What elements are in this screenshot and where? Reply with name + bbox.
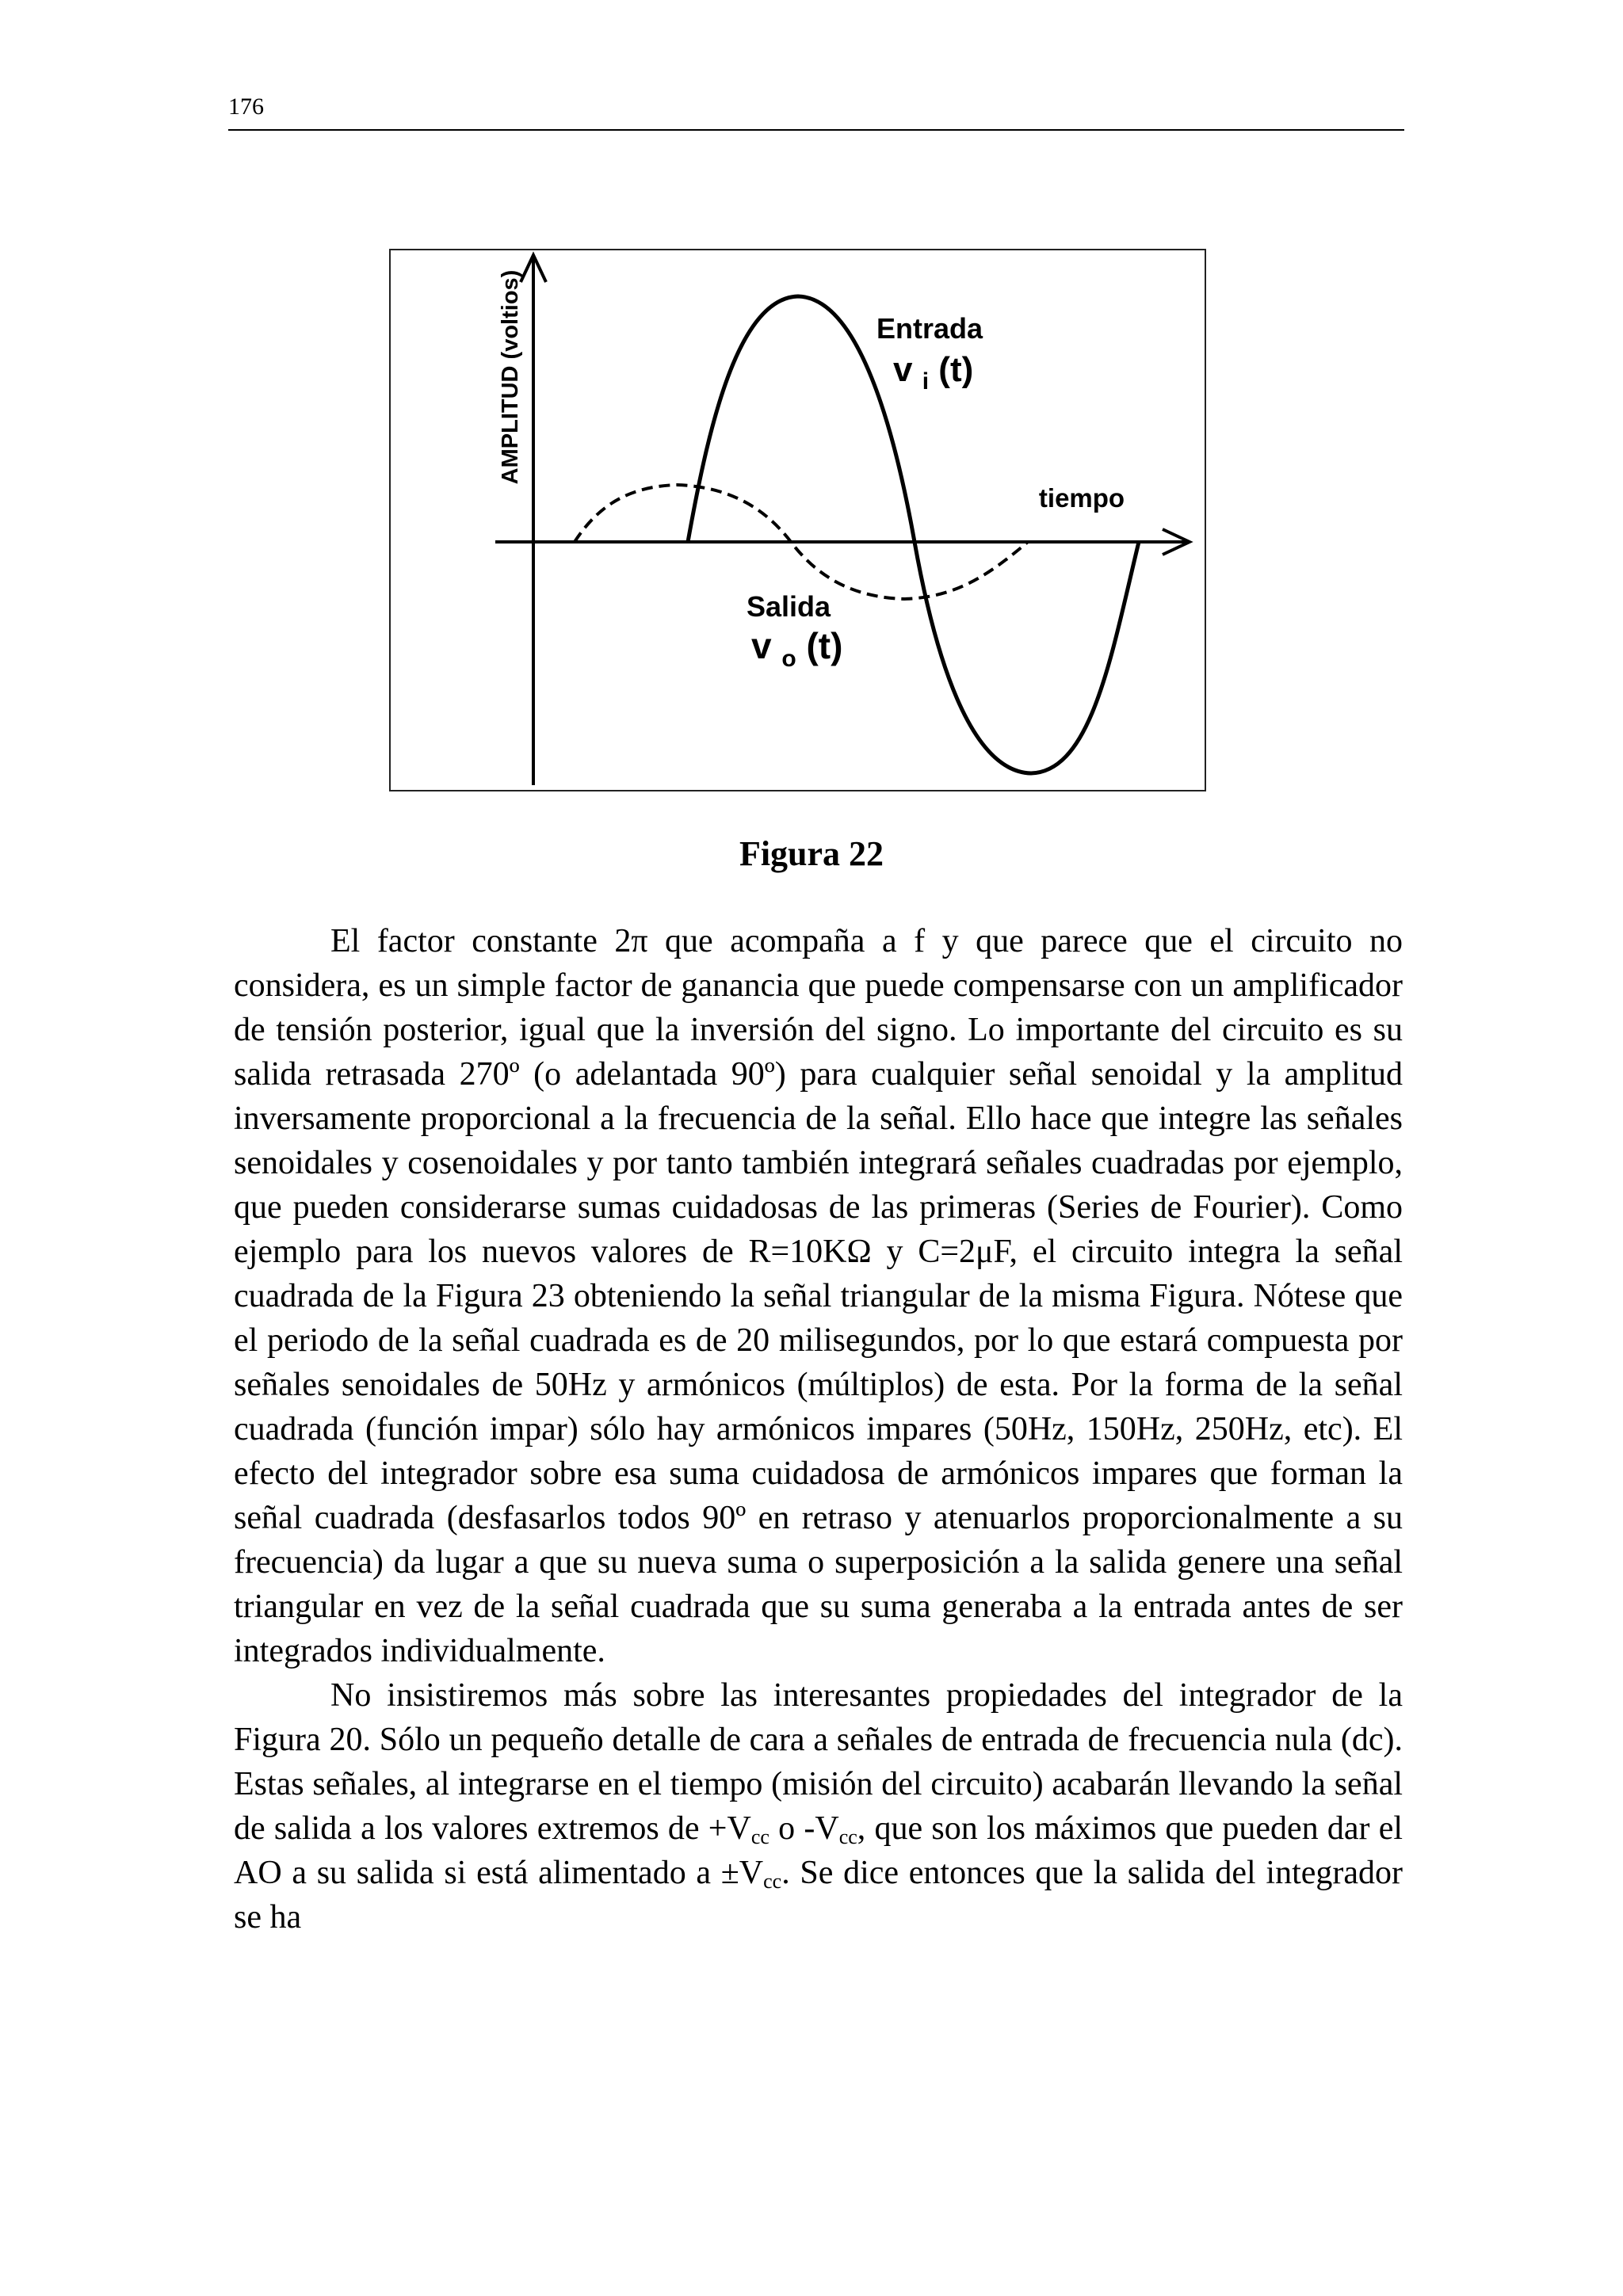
paragraph-2-part-3: , que son los máximos que pueden dar el AO a su salida si está alimentado a — [234, 1810, 1403, 1891]
output-symbol-tail: (t) — [806, 625, 843, 666]
page-number: 176 — [228, 93, 264, 120]
output-symbol-sub: o — [781, 646, 796, 672]
input-label: Entrada — [876, 312, 983, 345]
vcc-plus: +V — [708, 1810, 751, 1847]
waveform-diagram — [391, 250, 1208, 793]
vcc-plus-minus: ±V — [720, 1855, 764, 1891]
output-symbol — [751, 625, 842, 674]
input-symbol-tail: (t) — [938, 350, 974, 389]
paragraph-1: El factor constante 2π que acompaña a f y que parece que el circuito no considera, es un simple factor de ganancia que puede compensarse con un amplificador de tensión posterior, igual que la inversión del signo. Lo importante del circuito es su salida retrasada 270º (o adelantada 90º) para cualquier señal senoidal y la amplitud inversamente proporcional a la frecuencia de la señal. Ello hace que integre las señales senoidales y cosenoidales y por tanto también integrará señales cuadradas por ejemplo, que pueden considerarse sumas cuidadosas de las primeras (Series de Fourier). Como ejemplo para los nuevos valores de R=10KΩ y C=2μF, el circuito integra la señal cuadrada de la Figura 23 obteniendo la señal triangular de la misma Figura. Nótese que el periodo de la señal cuadrada es de 20 milisegundos, por lo que estará compuesta por señales senoidales de 50Hz y armónicos (múltiplos) de esta. Por la forma de la señal cuadrada (función impar) sólo hay armónicos impares (50Hz, 150Hz, 250Hz, etc). El efecto del integrador sobre esa suma cuidadosa de armónicos impares que forman la señal cuadrada (desfasarlos todos 90º en retraso y atenuarlos proporcionalmente a su frecuencia) da lugar a que su nueva suma o superposición a la salida genere una señal triangular en vez de la señal cuadrada que su suma generaba a la entrada antes de ser integrados individualmente. — [234, 923, 1403, 1669]
paragraph-2-part-4: . Se dice entonces que la salida del integrador se ha — [234, 1855, 1403, 1936]
vcc-plus-minus-subscript: cc — [763, 1870, 782, 1893]
input-symbol-main: v — [893, 350, 913, 389]
y-axis-label: AMPLITUD (voltios) — [498, 269, 523, 485]
body-text — [234, 919, 1403, 1939]
vcc-minus-subscript: cc — [838, 1825, 857, 1848]
vcc-plus-subscript: cc — [750, 1825, 769, 1848]
paragraph-2-part-2: o — [769, 1810, 804, 1847]
input-symbol-sub: i — [922, 368, 930, 395]
time-label: tiempo — [1038, 483, 1125, 513]
input-symbol — [893, 350, 973, 397]
figure-caption: Figura 22 — [739, 834, 884, 873]
vcc-minus: -V — [804, 1810, 839, 1847]
output-label: Salida — [746, 590, 831, 623]
paragraph-2 — [234, 1673, 1403, 1939]
paragraph-2-part-1: No insistiremos más sobre las interesantes propiedades del integrador de la Figura 20. Sólo un pequeño detalle de cara a señales de entrada de frecuencia nula (dc). Estas señales, al integrarse en el tiempo (misión del circuito) acabarán llevando la señal de salida a los valores extremos de — [234, 1677, 1403, 1847]
figure-22 — [389, 249, 1206, 791]
header-rule — [228, 129, 1404, 131]
output-symbol-main: v — [751, 625, 772, 666]
